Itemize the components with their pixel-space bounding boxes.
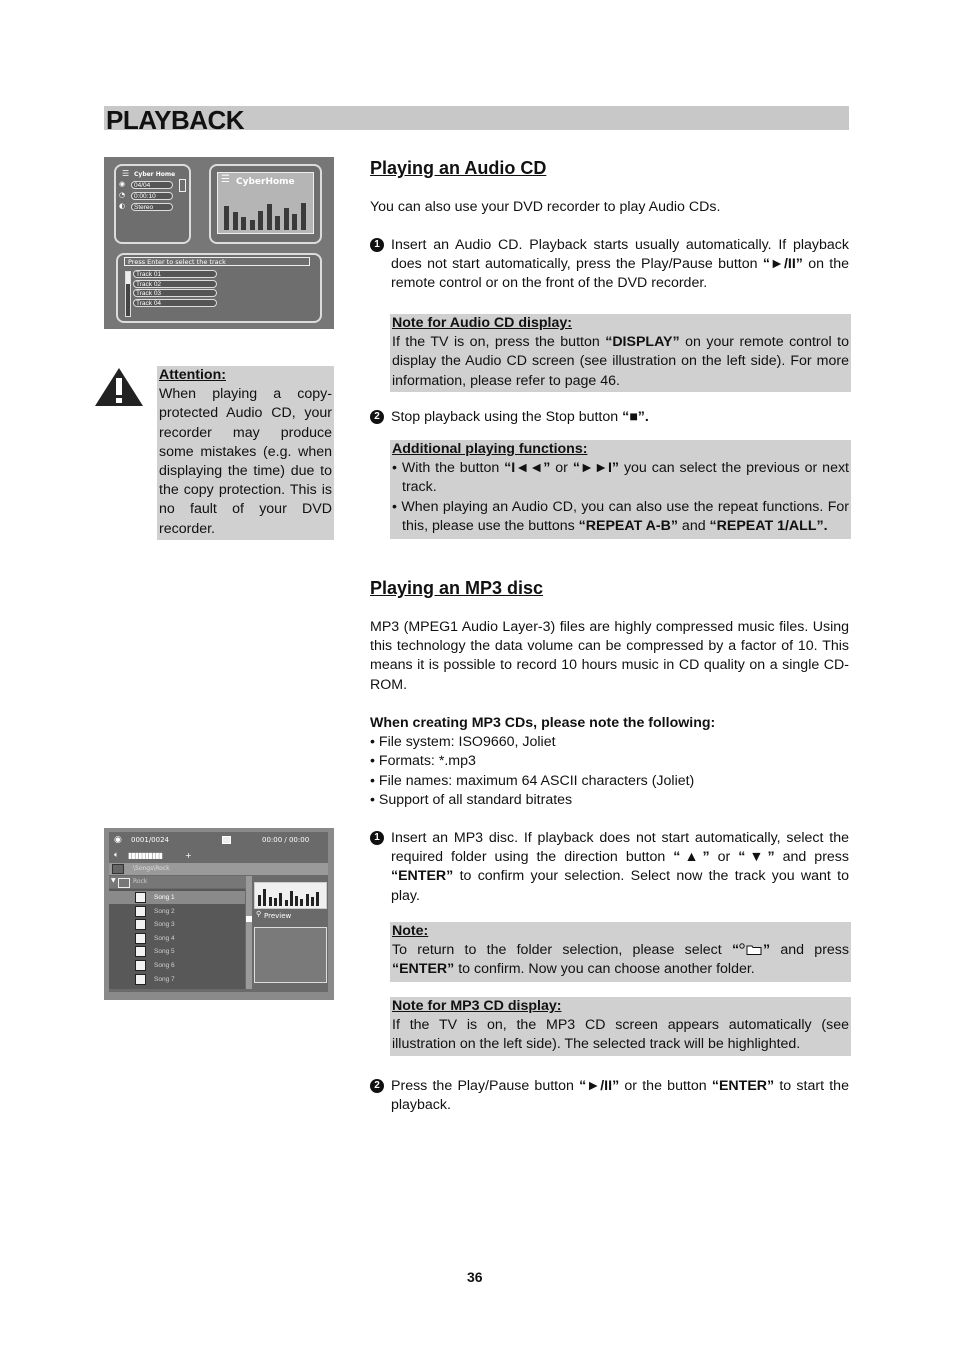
cd-info-panel [114, 164, 191, 244]
equalizer-bar [306, 894, 309, 906]
cd-logo-screen [217, 172, 314, 234]
volume-icon [179, 179, 186, 192]
audio-cd-display-note [390, 314, 851, 392]
mp3-count: 0001/0024 [131, 836, 169, 844]
requirement-item: • Support of all standard bitrates [370, 791, 573, 808]
cd-time-field: 0:00:10 [131, 192, 173, 200]
equalizer-bar [284, 208, 289, 230]
cd-track-item[interactable]: Track 03 [133, 289, 217, 297]
mp3-display-note [390, 997, 851, 1056]
mp3-requirements [370, 714, 849, 810]
equalizer-bar [233, 212, 238, 230]
attention-box [157, 366, 334, 540]
equalizer-bar [250, 220, 255, 230]
step-number: 2 [370, 1079, 384, 1093]
mp3-heading: Playing an MP3 disc [370, 578, 544, 598]
cd-logo-panel [209, 164, 322, 244]
step-text: on the remote control or on the front of the DVD recorder. [391, 256, 849, 292]
audio-cd-intro: You can also use your DVD recorder to play Audio CDs. [370, 199, 721, 215]
mp3-folder-note: Note: To return to the folder selection, please select “ ” and press “ENTER” to confirm. Now you can choose another folder. [390, 922, 851, 982]
equalizer-bar [258, 895, 261, 906]
song-label: Song 1 [154, 894, 175, 901]
song-row[interactable] [109, 945, 245, 958]
equalizer-bar [263, 889, 266, 906]
equalizer-bar [290, 891, 293, 906]
requirement-item: • File system: ISO9660, Joliet [370, 734, 556, 751]
mp3-time: 00:00 / 00:00 [262, 836, 310, 844]
mp3-scrollbar[interactable] [246, 876, 252, 989]
mp3-path-row [109, 863, 328, 875]
note-text: If the TV is on, the MP3 CD screen appears automatically (see illustration on the left side). The selected track will be highlighted. [392, 1017, 849, 1053]
cd-mode-field: Stereo [131, 203, 173, 211]
cd-equalizer [224, 198, 308, 230]
audio-cd-step1 [370, 236, 849, 294]
music-file-icon [135, 933, 146, 944]
chevron-down-icon: ▼ [111, 877, 116, 884]
mp3-path: \Songs\Rock [133, 865, 170, 872]
folder-icon [118, 878, 130, 888]
song-row[interactable] [109, 891, 245, 904]
requirements-title: When creating MP3 CDs, please note the following: [370, 715, 716, 731]
note-heading: Additional playing functions: [392, 441, 588, 457]
requirement-item: • File names: maximum 64 ASCII characters (Joliet) [370, 772, 695, 789]
song-label: Song 6 [154, 962, 175, 969]
stop-label: “■”. [622, 409, 649, 425]
note-heading: Note: [392, 923, 429, 939]
equalizer-bar [258, 211, 263, 230]
mp3-intro: MP3 (MPEG1 Audio Layer-3) files are highly compressed music files. Using this technology the data volume can be compressed by a factor of 10. This means it is possible to record 10 hours music in CD quality on a single CD-ROM. [370, 619, 849, 693]
clock-icon: ◔ [119, 191, 126, 199]
cd-track-panel [116, 253, 322, 323]
song-row[interactable] [109, 918, 245, 931]
folder-icon [112, 864, 124, 874]
scroll-thumb[interactable] [126, 272, 130, 284]
song-label: Song 5 [154, 948, 175, 956]
warning-icon [94, 367, 144, 407]
step-text: Insert an Audio CD. Playback starts usually automatically. If playback does not start automatically, press the Play/Pause button [391, 237, 849, 273]
search-icon: ⚲ [256, 910, 262, 918]
song-label: Song 4 [154, 934, 175, 942]
song-row[interactable] [109, 959, 245, 972]
mp3-step2: 2 Press the Play/Pause button “►/II” or the button “ENTER” to start the playback. [370, 1077, 849, 1115]
equalizer-bar [274, 898, 277, 906]
scroll-thumb[interactable] [246, 916, 252, 922]
additional-functions-box [390, 440, 851, 539]
cd-track-item[interactable]: Track 02 [133, 280, 217, 288]
step-number: 1 [370, 831, 384, 845]
music-file-icon [135, 906, 146, 917]
note-heading: Note for Audio CD display: [392, 315, 572, 331]
disc-icon: ◉ [114, 835, 122, 845]
note-text: on your remote control to display the Audio CD screen (see illustration on the left side). For more information, please refer to page 46. [392, 334, 849, 389]
mp3-equalizer [258, 887, 322, 906]
equalizer-bar [279, 893, 282, 906]
disc-icon: ◉ [119, 180, 126, 188]
page-title-bar [104, 105, 849, 135]
page-title: PLAYBACK [106, 105, 245, 135]
volume-icon: 🔈︎ [114, 850, 119, 859]
additional-item: • When playing an Audio CD, you can also use the repeat functions. For this, please use the buttons “REPEAT A-B” and “REPEAT 1/ALL”. [392, 498, 849, 534]
requirement-item: • Formats: *.mp3 [370, 753, 476, 770]
stop-icon [222, 836, 231, 844]
attention-text: When playing a copy-protected Audio CD, your recorder may produce some mistakes (e.g. when displaying the time) due to the copy protection. This is no fault of your DVD recorder. [159, 386, 332, 537]
cd-track-item[interactable]: Track 01 [133, 270, 217, 278]
display-label: “DISPLAY” [605, 334, 680, 351]
folder-up-icon [739, 942, 763, 954]
step-number: 1 [370, 238, 384, 252]
note-heading: Note for MP3 CD display: [392, 998, 562, 1014]
mp3-song-list [109, 889, 245, 989]
mp3-screen-inner [109, 832, 328, 992]
audio-cd-screenshot [104, 157, 334, 329]
cd-prompt: Press Enter to select the track [124, 257, 310, 266]
equalizer-bar [301, 203, 306, 230]
attention-heading: Attention: [159, 367, 226, 383]
equalizer-bar [285, 900, 288, 906]
step-text: Stop playback using the Stop button [391, 409, 623, 425]
mp3-step1: 1 Insert an MP3 disc. If playback does not start automatically, select the required folder using the direction button “▲” or “▼” and press “ENTER” to confirm your selection. Select now the track you want to play. [370, 829, 849, 906]
music-file-icon [135, 892, 146, 903]
music-file-icon [135, 960, 146, 971]
equalizer-bar [295, 896, 298, 906]
cd-brand-large: CyberHome [236, 177, 295, 187]
menu-icon: ☰ [221, 174, 230, 185]
cd-track-item[interactable]: Track 04 [133, 299, 217, 307]
song-label: Song 7 [154, 975, 175, 983]
page-number: 36 [467, 1269, 483, 1285]
song-row[interactable] [109, 905, 245, 918]
equalizer-bar [241, 217, 246, 230]
mp3-folder-name: Rock [133, 878, 148, 885]
note-text: If the TV is on, press the button [392, 334, 606, 351]
play-pause-label: “►/II” [762, 256, 803, 273]
equalizer-bar [300, 899, 303, 906]
audio-icon: ◐ [119, 202, 126, 210]
music-file-icon [135, 974, 146, 985]
song-label: Song 3 [154, 921, 175, 929]
volume-plus-icon[interactable]: + [185, 851, 192, 860]
additional-item: • With the button “I◄◄” or “►►I” you can select the previous or next track. [392, 460, 849, 496]
equalizer-bar [275, 216, 280, 230]
audio-cd-step2 [370, 408, 849, 427]
music-file-icon [135, 946, 146, 957]
step-number: 2 [370, 410, 384, 424]
volume-bar[interactable]: ▮▮▮▮▮▮▮▮▮▮ [128, 851, 163, 860]
cd-track-scrollbar[interactable] [125, 271, 131, 317]
equalizer-bar [269, 897, 272, 907]
mp3-preview-box [254, 927, 327, 983]
mp3-folder-row[interactable] [109, 876, 249, 888]
cd-brand-small: Cyber Home [134, 171, 176, 178]
menu-icon: ☰ [122, 169, 130, 178]
mp3-screenshot [104, 828, 334, 1000]
equalizer-bar [316, 892, 319, 906]
equalizer-bar [292, 214, 297, 230]
song-label: Song 2 [154, 907, 175, 915]
audio-cd-heading: Playing an Audio CD [370, 158, 547, 178]
song-row[interactable] [109, 932, 245, 945]
cd-track-field: 04/04 [131, 181, 173, 189]
mp3-eq-box [254, 882, 327, 909]
equalizer-bar [311, 897, 314, 906]
song-row[interactable] [109, 973, 245, 986]
mp3-preview-label: Preview [264, 912, 292, 920]
equalizer-bar [267, 204, 272, 230]
equalizer-bar [224, 206, 229, 230]
music-file-icon [135, 919, 146, 930]
